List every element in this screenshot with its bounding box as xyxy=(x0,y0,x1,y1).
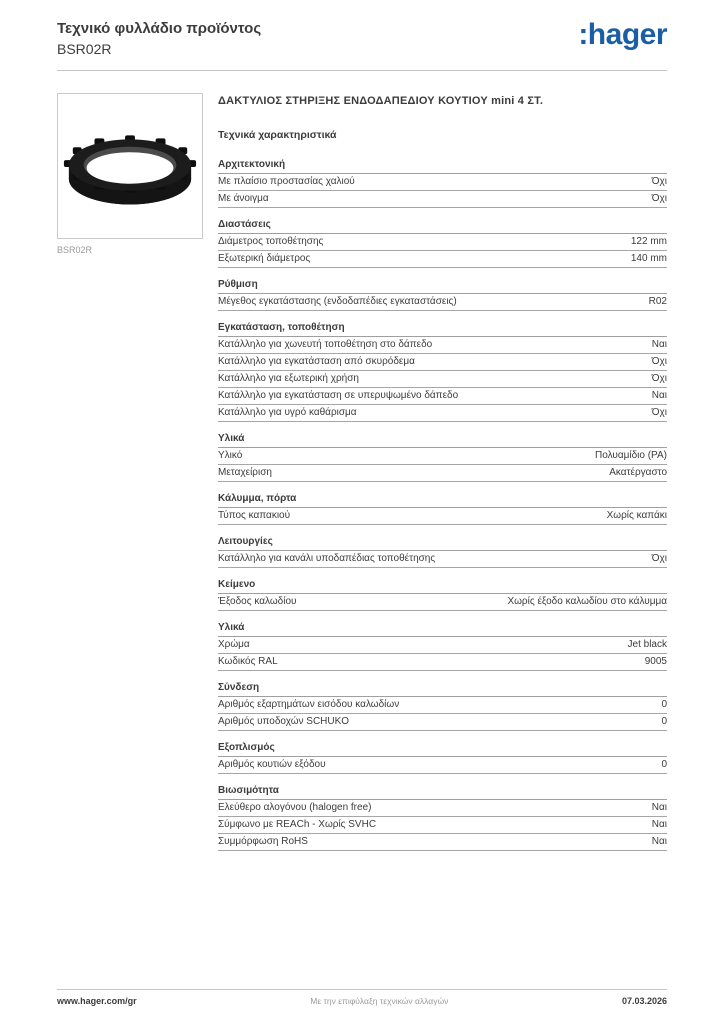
spec-value: 0 xyxy=(661,716,667,727)
spec-value: Όχι xyxy=(651,373,667,384)
spec-section xyxy=(218,536,667,568)
header-titles xyxy=(57,20,261,57)
spec-label: Αριθμός υποδοχών SCHUKO xyxy=(218,716,350,727)
specs-column xyxy=(218,93,667,862)
spec-row xyxy=(218,405,667,422)
footer-date: 07.03.2026 xyxy=(621,996,667,1006)
spec-value: Ναι xyxy=(651,339,667,350)
spec-section xyxy=(218,682,667,731)
spec-section xyxy=(218,159,667,208)
spec-section xyxy=(218,279,667,311)
spec-label: Κατάλληλο για εγκατάσταση σε υπερυψωμένο δάπεδο xyxy=(218,390,459,401)
specs-title: Τεχνικά χαρακτηριστικά xyxy=(218,129,337,141)
spec-section-title: Εγκατάσταση, τοποθέτηση xyxy=(218,322,667,337)
spec-section-title: Κάλυμμα, πόρτα xyxy=(218,493,667,508)
spec-section-title: Αρχιτεκτονική xyxy=(218,159,667,174)
spec-section-title: Διαστάσεις xyxy=(218,219,667,234)
header-product-code: BSR02R xyxy=(57,41,112,57)
spec-row xyxy=(218,191,667,208)
spec-row xyxy=(218,508,667,525)
header-divider xyxy=(57,70,667,71)
spec-row xyxy=(218,714,667,731)
spec-value: Όχι xyxy=(651,356,667,367)
spec-label: Με άνοιγμα xyxy=(218,193,269,204)
product-image-caption: BSR02R xyxy=(57,245,93,255)
spec-label: Κατάλληλο για εγκατάσταση από σκυρόδεμα xyxy=(218,356,415,367)
spec-label: Έξοδος καλωδίου xyxy=(218,596,297,607)
spec-value: Όχι xyxy=(651,176,667,187)
spec-label: Συμμόρφωση RoHS xyxy=(218,836,308,847)
spec-value: Ναι xyxy=(651,802,667,813)
spec-label: Κατάλληλο για κανάλι υποδαπέδιας τοποθέτησης xyxy=(218,553,436,564)
spec-label: Σύμφωνο με REACh - Χωρίς SVHC xyxy=(218,819,377,830)
spec-label: Κωδικός RAL xyxy=(218,656,278,667)
spec-value: Όχι xyxy=(651,407,667,418)
spec-value: Ναι xyxy=(651,390,667,401)
spec-section xyxy=(218,742,667,774)
spec-label: Αριθμός κουτιών εξόδου xyxy=(218,759,326,770)
spec-section-title: Ρύθμιση xyxy=(218,279,667,294)
spec-row xyxy=(218,388,667,405)
spec-row xyxy=(218,637,667,654)
spec-value: 140 mm xyxy=(630,253,667,264)
spec-label: Μέγεθος εγκατάστασης (ενδοδαπέδιες εγκαταστάσεις) xyxy=(218,296,457,307)
spec-label: Αριθμός εξαρτημάτων εισόδου καλωδίων xyxy=(218,699,400,710)
spec-row xyxy=(218,465,667,482)
spec-value: Ναι xyxy=(651,819,667,830)
spec-row xyxy=(218,817,667,834)
spec-row xyxy=(218,448,667,465)
footer-disclaimer: Με την επιφύλαξη τεχνικών αλλαγών xyxy=(310,996,449,1006)
spec-section xyxy=(218,785,667,851)
spec-section xyxy=(218,219,667,268)
spec-section-title: Κείμενο xyxy=(218,579,667,594)
product-name: ΔΑΚΤΥΛΙΟΣ ΣΤΗΡΙΞΗΣ ΕΝΔΟΔΑΠΕΔΙΟΥ ΚΟΥΤΙΟΥ mini 4 ΣΤ. xyxy=(218,95,544,107)
footer-website-link[interactable]: www.hager.com/gr xyxy=(57,996,137,1006)
spec-row xyxy=(218,697,667,714)
spec-row xyxy=(218,654,667,671)
spec-label: Εξωτερική διάμετρος xyxy=(218,253,311,264)
spec-section xyxy=(218,579,667,611)
spec-section-title: Βιωσιμότητα xyxy=(218,785,667,800)
spec-row xyxy=(218,371,667,388)
spec-label: Κατάλληλο για εξωτερική χρήση xyxy=(218,373,359,384)
product-image-column xyxy=(57,93,203,862)
spec-value: 0 xyxy=(661,699,667,710)
spec-row xyxy=(218,234,667,251)
spec-label: Υλικό xyxy=(218,450,243,461)
spec-value: Jet black xyxy=(627,639,667,650)
spec-value: Χωρίς καπάκι xyxy=(606,510,667,521)
spec-row xyxy=(218,354,667,371)
spec-value: 9005 xyxy=(644,656,667,667)
spec-label: Χρώμα xyxy=(218,639,250,650)
spec-value: Χωρίς έξοδο καλωδίου στο κάλυμμα xyxy=(507,596,667,607)
spec-row xyxy=(218,174,667,191)
spec-value: Όχι xyxy=(651,193,667,204)
spec-label: Κατάλληλο για υγρό καθάρισμα xyxy=(218,407,357,418)
spec-section-title: Σύνδεση xyxy=(218,682,667,697)
spec-section-title: Υλικά xyxy=(218,622,667,637)
page-title: Τεχνικό φυλλάδιο προϊόντος xyxy=(57,20,262,37)
product-image xyxy=(57,93,203,239)
spec-section-title: Εξοπλισμός xyxy=(218,742,667,757)
content xyxy=(57,93,667,862)
spec-row xyxy=(218,551,667,568)
footer xyxy=(57,989,667,1006)
spec-label: Τύπος καπακιού xyxy=(218,510,291,521)
spec-value: Πολυαμίδιο (PA) xyxy=(595,450,667,461)
spec-value: Όχι xyxy=(651,553,667,564)
spec-row xyxy=(218,337,667,354)
spec-label: Μεταχείριση xyxy=(218,467,272,478)
spec-row xyxy=(218,800,667,817)
spec-label: Ελεύθερο αλογόνου (halogen free) xyxy=(218,802,372,813)
support-ring-illustration xyxy=(58,94,202,238)
spec-value: Ναι xyxy=(651,836,667,847)
spec-section xyxy=(218,322,667,422)
spec-value: 122 mm xyxy=(630,236,667,247)
spec-section xyxy=(218,433,667,482)
spec-section-title: Υλικά xyxy=(218,433,667,448)
footer-row xyxy=(57,989,667,1006)
spec-value: R02 xyxy=(648,296,667,307)
spec-row xyxy=(218,294,667,311)
spec-label: Διάμετρος τοποθέτησης xyxy=(218,236,324,247)
spec-section xyxy=(218,493,667,525)
spec-sections xyxy=(218,159,667,851)
spec-section xyxy=(218,622,667,671)
spec-section-title: Λειτουργίες xyxy=(218,536,667,551)
spec-row xyxy=(218,251,667,268)
hager-logo: :hager xyxy=(578,18,667,51)
spec-value: 0 xyxy=(661,759,667,770)
spec-row xyxy=(218,594,667,611)
spec-value: Ακατέργαστο xyxy=(609,467,667,478)
header xyxy=(57,20,667,57)
spec-label: Με πλαίσιο προστασίας χαλιού xyxy=(218,176,355,187)
spec-row xyxy=(218,757,667,774)
spec-label: Κατάλληλο για χωνευτή τοποθέτηση στο δάπεδο xyxy=(218,339,433,350)
spec-row xyxy=(218,834,667,851)
